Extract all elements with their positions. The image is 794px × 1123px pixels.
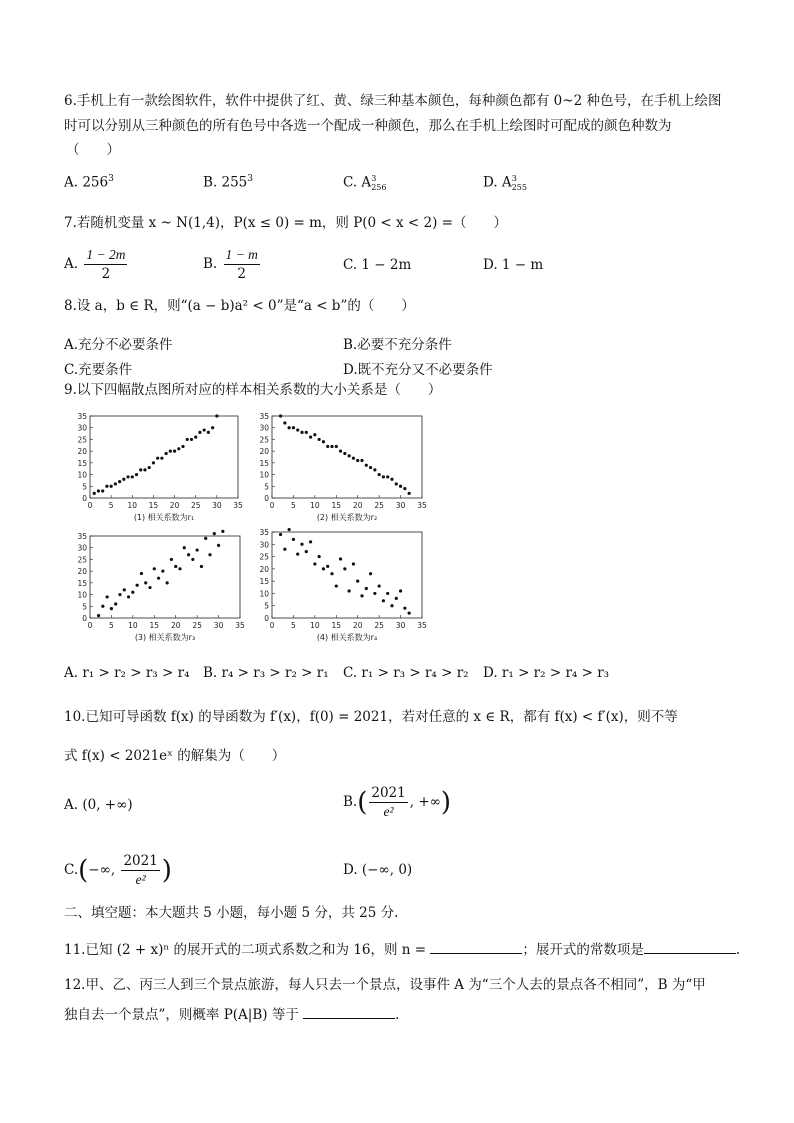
plot-1-point: [181, 445, 184, 448]
plot-1-point: [215, 414, 218, 417]
q7-option-a[interactable]: [64, 246, 129, 283]
plot-4-point: [322, 567, 325, 570]
q7-option-c[interactable]: C. 1 − 2m: [343, 257, 412, 273]
plot-3-point: [161, 570, 164, 573]
plot-1-point: [97, 489, 100, 492]
plot-2-ytick-label: 5: [264, 482, 269, 492]
plot-3-point: [148, 586, 151, 589]
plot-4-xtick-label: 15: [331, 621, 342, 630]
q6-option-d-exp: 3: [511, 174, 517, 183]
plot-3-point: [144, 581, 147, 584]
plot-3-xtick-label: 30: [213, 621, 224, 630]
plot-2-xtick-label: 15: [331, 501, 342, 510]
plot-1-point: [194, 435, 197, 438]
plot-3-ytick-label: 20: [77, 567, 87, 577]
q6-paren: （ ）: [66, 142, 120, 158]
plot-3-xtick-label: 35: [235, 621, 245, 630]
plot-3-point: [140, 572, 143, 575]
plot-3-point: [183, 546, 186, 549]
plot-1-xtick-label: 0: [87, 501, 93, 510]
plot-1-ytick-label: 30: [77, 423, 87, 433]
plot-1-point: [105, 485, 108, 488]
q9-option-c[interactable]: C. r₁ > r₃ > r₄ > r₂: [343, 665, 469, 681]
q7-option-b[interactable]: [203, 246, 262, 283]
plot-2-point: [322, 440, 325, 443]
plot-4-point: [279, 533, 282, 536]
plot-2-point: [330, 445, 333, 448]
plot-1-xtick-label: 30: [212, 501, 222, 510]
q10-option-d[interactable]: D. (−∞, 0): [343, 862, 413, 878]
plot-4-point: [352, 562, 355, 565]
plot-2-ytick-label: 20: [259, 447, 269, 457]
plot-2-point: [382, 475, 385, 478]
plot-4-xtick-label: 35: [417, 621, 427, 630]
plot-2-point: [369, 466, 372, 469]
q6-option-c-sub: 256: [371, 183, 387, 192]
plot-2-xtick-label: 30: [395, 501, 406, 510]
plot-1-point: [169, 450, 172, 453]
plot-3-point: [200, 565, 203, 568]
plot-2-xtick-label: 20: [352, 501, 363, 510]
plot-3-ytick-label: 35: [77, 532, 87, 541]
plot-1-point: [131, 475, 134, 478]
q9-scatter-figure: [60, 412, 440, 652]
plot-3-point: [196, 548, 199, 551]
plot-2-caption: (2) 相关系数为r₂: [316, 513, 378, 522]
plot-2-point: [279, 414, 282, 417]
q8-stem: 8.设 a，b ∈ R，则“(a − b)a² < 0”是“a < b”的（ ）: [64, 298, 415, 314]
q6-option-a-exp: 3: [108, 174, 114, 184]
plot-2-point: [305, 431, 308, 434]
q10-option-c-label: C.: [64, 862, 79, 878]
plot-4-point: [305, 550, 308, 553]
plot-2-point: [313, 433, 316, 436]
plot-1-point: [148, 466, 151, 469]
plot-4-point: [399, 589, 402, 592]
q11-blank-1[interactable]: [430, 939, 522, 954]
plot-4-xtick-label: 30: [395, 621, 406, 630]
plot-2-point: [352, 457, 355, 460]
plot-2-ytick-label: 30: [259, 423, 269, 433]
plot-1-ytick-label: 0: [82, 494, 87, 503]
plot-1-ytick-label: 15: [77, 458, 87, 468]
plot-1-point: [93, 492, 96, 495]
q7-option-b-fraction: [224, 246, 260, 283]
plot-3-point: [166, 581, 169, 584]
plot-3-point: [123, 588, 126, 591]
plot-4-point: [339, 557, 342, 560]
q6-option-c-text: C. A: [343, 174, 372, 191]
q7-option-d[interactable]: D. 1 − m: [483, 257, 544, 273]
plot-3-ytick-label: 10: [77, 590, 87, 600]
plot-2-point: [408, 492, 411, 495]
plot-4-caption: (4) 相关系数为r₄: [316, 633, 378, 642]
plot-1-ytick-label: 35: [77, 412, 87, 421]
plot-4-xtick-label: 25: [374, 621, 384, 630]
q6-option-a-text: A. 256: [64, 174, 109, 191]
plot-1-point: [190, 438, 193, 441]
q10-option-b[interactable]: B.( $\frac{2021}{\text{e²}}$ , +∞): [343, 785, 452, 819]
plot-3-point: [157, 577, 160, 580]
plot-4-point: [378, 584, 381, 587]
q11-part-a: 11.已知 (2 + x)ⁿ 的展开式的二项式系数之和为 16，则 n =: [64, 942, 427, 958]
q12-line2: [64, 1002, 399, 1029]
q7-b-denominator: 2: [237, 266, 246, 282]
plot-3-point: [114, 602, 117, 605]
plot-2-point: [326, 445, 329, 448]
plot-2-point: [296, 428, 299, 431]
plot-2-point: [378, 473, 381, 476]
q7-option-a-label: A.: [64, 256, 79, 272]
plot-4-ytick-label: 15: [259, 577, 269, 587]
q10-option-b-fraction: [369, 784, 407, 821]
plot-1-point: [165, 452, 168, 455]
plot-4-point: [386, 592, 389, 595]
q7-stem: 7.若随机变量 x ~ N(1,4)，P(x ≤ 0) = m，则 P(0 < x < 2) =（ ）: [64, 215, 507, 231]
plot-3-point: [131, 591, 134, 594]
plot-4-point: [318, 555, 321, 558]
plot-3-point: [187, 553, 190, 556]
plot-4-point: [313, 562, 316, 565]
plot-4-point: [395, 597, 398, 600]
q6-option-c[interactable]: [343, 174, 386, 192]
plot-1-xtick-label: 35: [233, 501, 243, 510]
plot-2-point: [360, 459, 363, 462]
plot-4-point: [408, 611, 411, 614]
plot-2-point: [348, 454, 351, 457]
plot-4-point: [296, 553, 299, 556]
q8-option-a[interactable]: A.充分不必要条件: [64, 337, 173, 353]
q10-option-a[interactable]: A. (0, +∞): [64, 797, 133, 813]
plot-3-point: [153, 567, 156, 570]
plot-4-ytick-label: 30: [259, 540, 269, 550]
plot-2-ytick-label: 10: [259, 470, 269, 480]
plot-1-point: [203, 428, 206, 431]
plot-3-point: [110, 607, 113, 610]
plot-4-point: [365, 587, 368, 590]
q6-option-b-text: B. 255: [203, 174, 248, 191]
q10-line2: 式 f(x) < 2021eˣ 的解集为（ ）: [64, 748, 286, 764]
plot-4-point: [348, 589, 351, 592]
plot-2-point: [283, 421, 286, 424]
plot-1-point: [177, 447, 180, 450]
plot-4-ytick-label: 25: [259, 552, 269, 562]
q12-period: .: [395, 1007, 400, 1023]
plot-2-point: [356, 459, 359, 462]
q10-option-c-head: −∞,: [88, 862, 120, 878]
q9-option-d[interactable]: D. r₁ > r₂ > r₄ > r₃: [483, 665, 610, 681]
plot-2-point: [395, 482, 398, 485]
q7-option-b-label: B.: [203, 256, 218, 272]
plot-4-frame: [272, 532, 422, 618]
plot-4-point: [382, 599, 385, 602]
plot-2-point: [300, 431, 303, 434]
q6-option-d[interactable]: [483, 174, 527, 192]
plot-3-point: [118, 593, 121, 596]
plot-4-point: [283, 548, 286, 551]
q7-option-a-fraction: [84, 246, 127, 283]
plot-4-ytick-label: 35: [259, 528, 269, 537]
plot-4-ytick-label: 10: [259, 589, 269, 599]
q6-option-d-sub: 255: [511, 183, 527, 192]
plot-3-xtick-label: 25: [192, 621, 202, 630]
plot-1-caption: (1) 相关系数为r₁: [133, 513, 195, 522]
plot-4-point: [326, 565, 329, 568]
plot-1-point: [156, 457, 159, 460]
plot-1-ytick-label: 20: [77, 447, 87, 457]
q10-b-denominator: e²: [383, 804, 394, 819]
q6-option-b[interactable]: [203, 174, 253, 191]
plot-3-point: [221, 530, 224, 533]
plot-3-caption: (3) 相关系数为r₃: [134, 633, 196, 642]
plot-3-point: [174, 565, 177, 568]
q10-b-numerator: 2021: [371, 785, 406, 801]
plot-4-xtick-label: 20: [352, 621, 363, 630]
plot-3-point: [101, 605, 104, 608]
plot-4-point: [330, 572, 333, 575]
plot-3-ytick-label: 30: [77, 543, 87, 553]
plot-4-point: [390, 604, 393, 607]
plot-1-point: [211, 426, 214, 429]
plot-2-point: [399, 485, 402, 488]
plot-3-xtick-label: 15: [149, 621, 160, 630]
plot-3-point: [204, 537, 207, 540]
plot-1-point: [173, 450, 176, 453]
q10-option-b-tail: , +∞: [409, 794, 441, 810]
q11-stem: [64, 937, 740, 964]
plot-3-ytick-label: 25: [77, 555, 87, 565]
plot-3-point: [106, 595, 109, 598]
plot-3-xtick-label: 0: [87, 621, 93, 630]
plot-4-point: [403, 607, 406, 610]
plot-1-point: [186, 438, 189, 441]
plot-2-ytick-label: 25: [259, 435, 269, 445]
plot-1-xtick-label: 20: [169, 501, 180, 510]
plot-1-point: [135, 473, 138, 476]
plot-1-point: [207, 431, 210, 434]
plot-3-xtick-label: 10: [128, 621, 138, 630]
plot-2-point: [373, 468, 376, 471]
plot-2-point: [318, 438, 321, 441]
q6-line1: 6.手机上有一款绘图软件，软件中提供了红、黄、绿三种基本颜色，每种颜色都有 0~2 种色号，在手机上绘图: [64, 93, 722, 109]
plot-2-point: [343, 452, 346, 455]
q11-period: .: [735, 942, 741, 958]
q12-part-a: 独自去一个景点”，则概率 P(A|B) 等于: [64, 1007, 299, 1023]
q6-line2: 时可以分别从三种颜色的所有色号中各选一个配成一种颜色，那么在手机上绘图时可配成的颜色种数为: [64, 118, 672, 134]
q9-option-a[interactable]: A. r₁ > r₂ > r₃ > r₄: [64, 665, 190, 681]
plot-2-point: [365, 464, 368, 467]
q11-part-b: ；展开式的常数项是: [522, 942, 644, 958]
plot-4-point: [356, 580, 359, 583]
q11-blank-2[interactable]: [644, 939, 736, 954]
plot-1-xtick-label: 15: [148, 501, 159, 510]
plot-2-ytick-label: 0: [264, 494, 269, 503]
plot-3-frame: [90, 536, 240, 618]
plot-2-point: [335, 445, 338, 448]
plot-1-point: [143, 468, 146, 471]
plot-4-point: [300, 543, 303, 546]
plot-2-ytick-label: 35: [259, 412, 269, 421]
q10-c-denominator: e²: [135, 872, 146, 887]
q7-a-numerator: 1 − 2m: [84, 246, 127, 265]
plot-3-point: [170, 558, 173, 561]
plot-2-point: [288, 426, 291, 429]
plot-2-point: [390, 478, 393, 481]
plot-2-point: [292, 426, 295, 429]
q10-option-b-label: B.: [343, 794, 358, 810]
plot-4-xtick-label: 0: [269, 621, 275, 630]
q8-option-b[interactable]: B.必要不充分条件: [343, 337, 452, 353]
q6-option-d-text: D. A: [483, 174, 512, 191]
plot-1-point: [114, 482, 117, 485]
plot-1-ytick-label: 5: [82, 482, 87, 492]
plot-4-point: [292, 538, 295, 541]
plot-2-xtick-label: 0: [269, 501, 275, 510]
q6-option-c-exp: 3: [371, 174, 377, 183]
plot-4-ytick-label: 0: [264, 614, 269, 623]
plot-4-point: [288, 528, 291, 531]
plot-4-point: [369, 572, 372, 575]
plot-3-ytick-label: 5: [82, 602, 87, 612]
q10-option-c-fraction: [121, 852, 159, 889]
plot-3-point: [208, 553, 211, 556]
plot-4-ytick-label: 20: [259, 564, 269, 574]
plot-1-xtick-label: 25: [190, 501, 201, 510]
plot-1-point: [101, 489, 104, 492]
q10-line1: 10.已知可导函数 f(x) 的导函数为 f′(x)，f(0) = 2021，若对任意的 x ∈ R，都有 f(x) < f′(x)，则不等: [64, 709, 678, 725]
plot-4-point: [373, 592, 376, 595]
section2-heading: 二、填空题：本大题共 5 小题，每小题 5 分，共 25 分.: [64, 905, 399, 921]
plot-2-xtick-label: 35: [417, 501, 427, 510]
plot-3-point: [178, 567, 181, 570]
plot-3-point: [217, 544, 220, 547]
plot-2-point: [339, 450, 342, 453]
plot-1-xtick-label: 5: [108, 501, 114, 510]
plot-1-point: [122, 478, 125, 481]
q8-option-c[interactable]: C.充要条件: [64, 362, 133, 378]
plot-4-xtick-label: 10: [310, 621, 320, 630]
scatter-plots: [60, 412, 440, 648]
plot-1-point: [126, 475, 129, 478]
plot-1-point: [160, 457, 163, 460]
plot-1-ytick-label: 10: [77, 470, 87, 480]
plot-4-point: [309, 540, 312, 543]
q9-option-b[interactable]: B. r₄ > r₃ > r₂ > r₁: [203, 665, 329, 681]
plot-2-ytick-label: 15: [259, 458, 269, 468]
plot-4-point: [360, 594, 363, 597]
plot-3-point: [127, 595, 130, 598]
plot-2-xtick-label: 25: [374, 501, 384, 510]
plot-1-point: [198, 431, 201, 434]
plot-2-point: [403, 487, 406, 490]
plot-3-point: [213, 532, 216, 535]
q6-option-b-exp: 3: [247, 174, 254, 184]
plot-2-xtick-label: 10: [310, 501, 320, 510]
plot-1-point: [139, 468, 142, 471]
plot-3-point: [191, 558, 194, 561]
plot-3-xtick-label: 20: [170, 621, 181, 630]
q12-line1: 12.甲、乙、丙三人到三个景点旅游，每人只去一个景点，设事件 A 为“三个人去的景点各不相同”，B 为“甲: [64, 977, 706, 993]
plot-1-point: [152, 461, 155, 464]
plot-1-ytick-label: 25: [77, 435, 87, 445]
plot-4-point: [335, 584, 338, 587]
plot-4-xtick-label: 5: [291, 621, 296, 630]
q8-option-d[interactable]: D.既不充分又不必要条件: [343, 362, 493, 378]
q6-option-a[interactable]: [64, 174, 114, 191]
q12-blank[interactable]: [303, 1004, 395, 1019]
q7-b-numerator: 1 − m: [224, 246, 260, 265]
q10-option-c[interactable]: C.(−∞, $\frac{2021}{\text{e²}}$ ): [64, 853, 172, 887]
plot-1-point: [118, 480, 121, 483]
plot-1-point: [110, 485, 113, 488]
plot-3-ytick-label: 0: [82, 614, 87, 623]
plot-2-xtick-label: 5: [291, 501, 296, 510]
plot-2-point: [309, 435, 312, 438]
plot-3-ytick-label: 15: [77, 578, 87, 588]
plot-2-point: [386, 475, 389, 478]
plot-3-point: [136, 584, 139, 587]
q9-stem: 9.以下四幅散点图所对应的样本相关系数的大小关系是（ ）: [64, 382, 442, 398]
q7-a-denominator: 2: [101, 266, 111, 282]
plot-4-point: [343, 567, 346, 570]
q10-c-numerator: 2021: [123, 853, 158, 869]
plot-3-xtick-label: 5: [109, 621, 114, 630]
plot-1-xtick-label: 10: [127, 501, 138, 510]
plot-3-point: [97, 614, 100, 617]
plot-4-ytick-label: 5: [264, 601, 269, 611]
